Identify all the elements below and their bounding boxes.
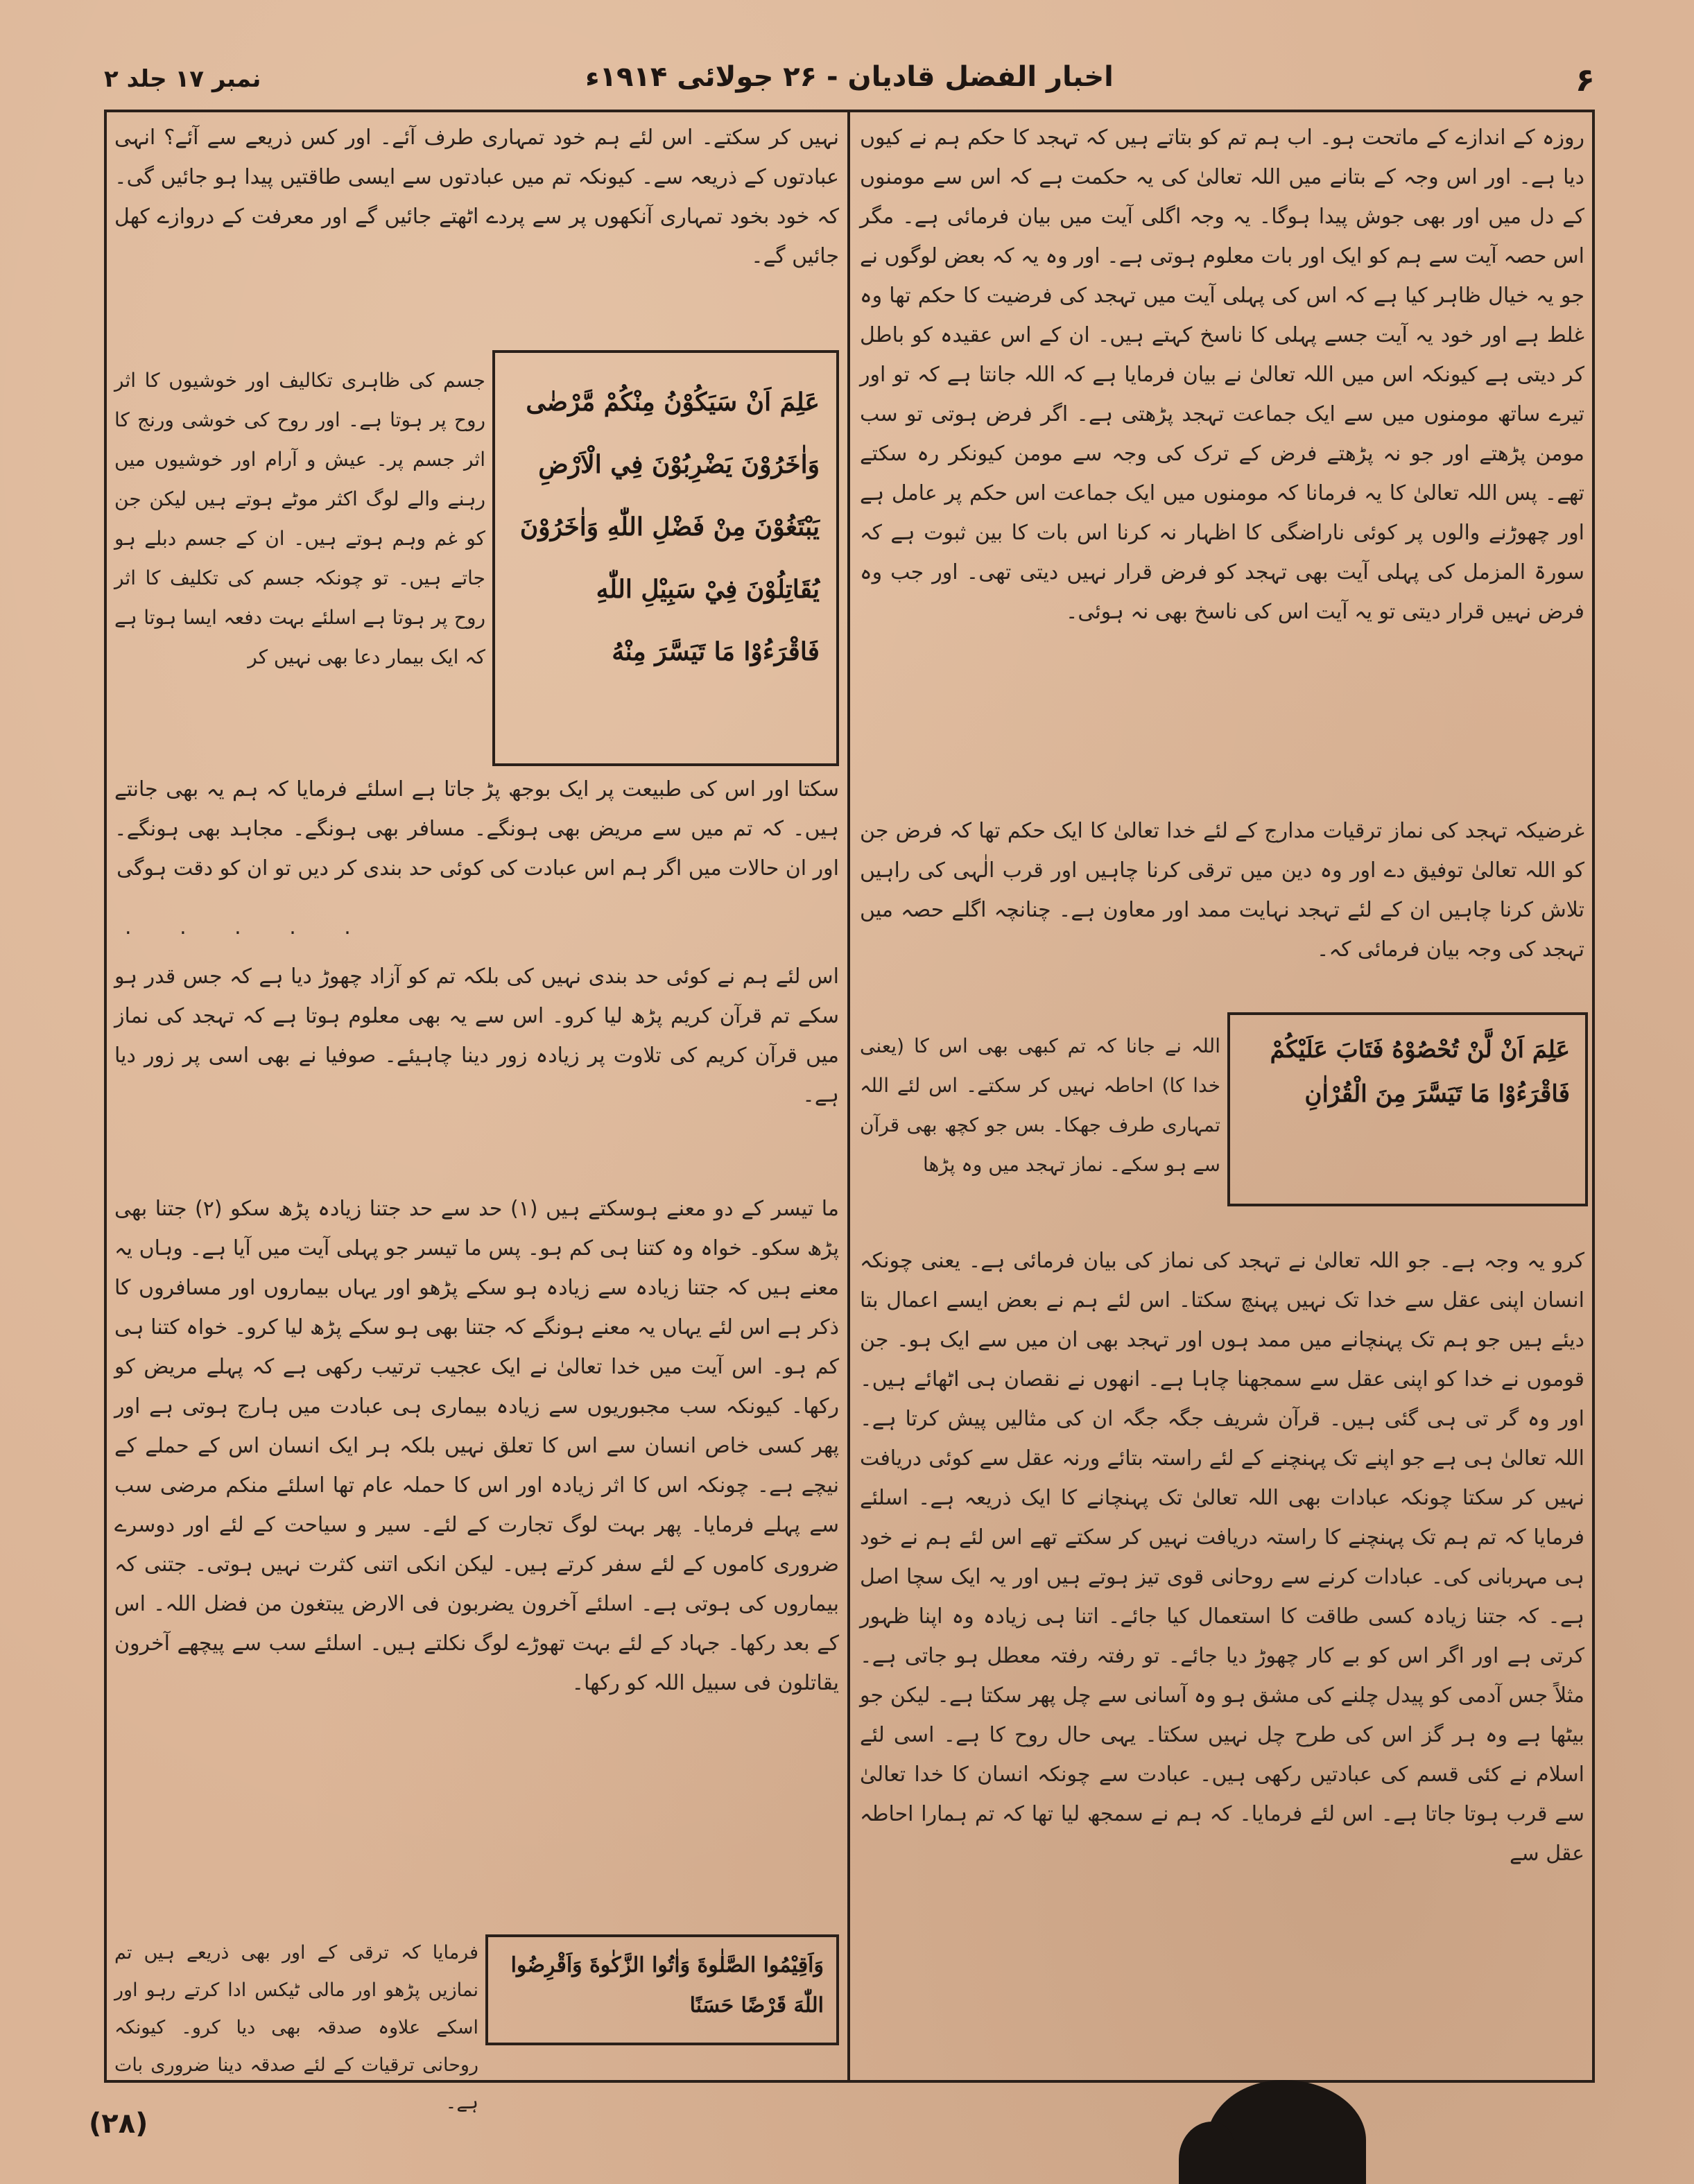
left-column-text-1: نہیں کر سکتے۔ اس لئے ہم خود تمہاری طرف آئے۔ اور کس ذریعے سے آئے؟ انہی عبادتوں کے ذریعہ سے۔ کیونکہ تم میں عبادتوں سے ایسی طاقتیں پیدا ہو جائیں گی۔ کہ خود بخود تمہاری آنکھوں پر سے پردے اٹھتے جائیں گے اور معرفت کے دروازے کھل جائیں گے۔ [114, 125, 839, 268]
page-number: ۶ [1575, 61, 1595, 98]
omission-dots: . . . . . [125, 915, 372, 939]
frame-right-rule [1592, 110, 1595, 2082]
newspaper-title: اخبار الفضل قادیان - ۲۶ جولائی ۱۹۱۴ء [585, 61, 1114, 93]
right-column-text-1: روزہ کے اندازے کے ماتحت ہو۔ اب ہم تم کو بتاتے ہیں کہ تہجد کا حکم ہم نے کیوں دیا ہے۔ اور اس وجہ کے بتانے میں اللہ تعالیٰ کی یہ حکمت ہے کہ اس سے مومنوں کے دل میں اور بھی جوش پیدا ہوگا۔ یہ وجہ اگلی آیت میں بیان فرمائی ہے۔ مگر اس حصہ آیت سے ہم کو ایک اور بات معلوم ہوتی ہے۔ اور وہ یہ کہ بعض لوگوں نے جو یہ خیال ظاہر کیا ہے کہ اس کی پہلی آیت میں تہجد کی فرضیت کا حکم تھا وہ غلط ہے اور خود یہ آیت جسے پہلی کا ناسخ کہتے ہیں۔ ان کے اس عقیدہ کو باطل کر دیتی ہے کیونکہ اس میں اللہ تعالیٰ نے بیان فرمایا ہے کہ اللہ جانتا ہے کہ تو اور تیرے ساتھ مومنوں میں سے ایک جماعت تہجد پڑھتی ہے۔ اگر فرض ہوتی تو سب مومن پڑھتے اور جو نہ پڑھتے فرض کے ترک کی وجہ سے مومن کیونکر رہ سکتے تھے۔ پس اللہ تعالیٰ کا یہ فرمانا کہ مومنوں میں ایک جماعت اس حکم پر عامل ہے اور چھوڑنے والوں پر کوئی ناراضگی کا اظہار نہ کرنا اس بات کا بین ثبوت ہے کہ سورۃ المزمل کی پہلی آیت بھی تہجد کو فرض قرار نہیں دیتی تھی۔ اور جب وہ فرض نہیں قرار دیتی تو یہ آیت اس کی ناسخ بھی نہ ہوئی۔ [860, 125, 1584, 624]
right-column-text-2: غرضیکہ تہجد کی نماز ترقیات مدارج کے لئے خدا تعالیٰ کا ایک حکم تھا کہ فرض جن کو اللہ تعالیٰ توفیق دے اور وہ دین میں ترقی کرنا چاہیں اور قرب الٰہی کی راہیں تلاش کرنا چاہیں ان کے لئے تہجد نہایت ممد اور معاون ہے۔ چنانچہ اگلے حصہ میں تہجد کی وجہ بیان فرمائی کہ۔ [860, 819, 1584, 962]
left-column-text-4: ما تیسر کے دو معنے ہوسکتے ہیں (۱) حد سے حد جتنا زیادہ پڑھ سکو (۲) جتنا بھی پڑھ سکو۔ خواہ وہ کتنا ہی کم ہو۔ پس ما تیسر جو پہلی آیت میں آیا ہے۔ وہاں یہ معنے ہیں کہ جتنا زیادہ سے زیادہ ہو سکے پڑھو اور یہاں بیماروں اور مسافروں کا ذکر ہے اس لئے یہاں یہ معنے ہونگے کہ جتنا بھی ہو سکے پڑھ لیا کرو۔ خواہ کتنا ہی کم ہو۔ اس آیت میں خدا تعالیٰ نے ایک عجیب ترتیب رکھی ہے کہ پہلے مریض کو رکھا۔ کیونکہ سب مجبوریوں سے زیادہ بیماری ہی عبادت میں ہارج ہوتی ہے اور پھر کسی خاص انسان سے اس کا تعلق نہیں بلکہ ہر ایک انسان اس کے حملے کے نیچے ہے۔ چونکہ اس کا اثر زیادہ اور اس کا حملہ عام تھا اسلئے منکم مرضی سب سے پہلے فرمایا۔ پھر بہت لوگ تجارت کے لئے۔ سیر و سیاحت کے لئے اور دوسرے ضروری کاموں کے لئے سفر کرتے ہیں۔ لیکن انکی اتنی کثرت نہیں ہوتی۔ جتنی کہ بیماروں کی ہوتی ہے۔ اسلئے آخرون یضربون فی الارض یبتغون من فضل اللہ۔ اس کے بعد رکھا۔ جہاد کے لئے بہت تھوڑے لوگ نکلتے ہیں۔ اسلئے سب سے پیچھے آخرون یقاتلون فی سبیل اللہ کو رکھا۔ [114, 1197, 839, 1695]
left-verse-commentary: جسم کی ظاہری تکالیف اور خوشیوں کا اثر روح پر ہوتا ہے۔ اور روح کی خوشی ورنج کا اثر جسم پر۔ عیش و آرام اور خوشیوں میں رہنے والے لوگ اکثر موٹے ہوتے ہیں لیکن جن کو غم وہم ہوتے ہیں۔ ان کے جسم دبلے ہو جاتے ہیں۔ تو چونکہ جسم کی تکلیف کا اثر روح پر ہوتا ہے اسلئے بہت دفعہ ایسا ہوتا ہے کہ ایک بیمار دعا بھی نہیں کر [114, 369, 485, 668]
right-verse-box: عَلِمَ اَنْ لَّنْ تُحْصُوْهُ فَتَابَ عَلَيْكُمْ فَاقْرَءُوْا مَا تَيَسَّرَ مِنَ الْقُرْاٰنِ [1227, 1012, 1588, 1206]
right-verse-commentary: اللہ نے جانا کہ تم کبھی بھی اس کا (یعنی خدا کا) احاطہ نہیں کر سکتے۔ اس لئے اللہ تمہاری طرف جھکا۔ بس جو کچھ بھی قرآن سے ہو سکے۔ نماز تہجد میں وہ پڑھا [860, 1034, 1220, 1176]
footer-page-marker: (۲۸) [89, 2108, 148, 2140]
frame-left-rule [104, 110, 107, 2082]
left-column-text-2: سکتا اور اس کی طبیعت پر ایک بوجھ پڑ جاتا ہے اسلئے فرمایا کہ ہم یہ بھی جانتے ہیں۔ کہ تم میں سے مریض بھی ہونگے۔ مسافر بھی ہونگے۔ مجاہد بھی ہونگے۔ اور ان حالات میں اگر ہم اس عبادت کی کوئی حد بندی کر دیں تو ان کو دقت ہوگی [114, 777, 839, 881]
left-verse-box-2: وَاَقِيْمُوا الصَّلٰوةَ وَاٰتُوا الزَّكٰوةَ وَاَقْرِضُوا اللّٰهَ قَرْضًا حَسَنًا [485, 1934, 839, 2045]
left-column-text-3: اس لئے ہم نے کوئی حد بندی نہیں کی بلکہ تم کو آزاد چھوڑ دیا ہے کہ جس قدر ہو سکے تم قرآن کریم پڑھ لیا کرو۔ اس سے یہ بھی معلوم ہوتا ہے کہ تہجد کی نماز میں قرآن کریم کی تلاوت پر زیادہ زور دینا چاہیئے۔ صوفیا نے بھی اسی پر زور دیا ہے۔ [114, 964, 839, 1107]
left-verse-commentary-2: فرمایا کہ ترقی کے اور بھی ذریعے ہیں تم نمازیں پڑھو اور مالی ٹیکس ادا کرتے رہو اور اسکے علاوہ صدقہ بھی دیا کرو۔ کیونکہ روحانی ترقیات کے لئے صدقہ دینا ضروری بات ہے۔ [114, 1942, 478, 2113]
column-divider [847, 110, 850, 2082]
torn-paper-damage-2 [1179, 2122, 1234, 2184]
right-column-text-3: کرو یہ وجہ ہے۔ جو اللہ تعالیٰ نے تہجد کی نماز کی بیان فرمائی ہے۔ یعنی چونکہ انسان اپنی عقل سے خدا تک نہیں پہنچ سکتا۔ اس لئے ہم نے بعض ایسے اعمال بتا دیئے ہیں جو ہم تک پہنچانے میں ممد ہوں اور تہجد بھی ان میں سے ایک ہو۔ جن قوموں نے خدا کو اپنی عقل سے سمجھنا چاہا ہے۔ انھوں نے نقصان ہی اٹھائے ہیں۔ اور وہ گر تی ہی گئی ہیں۔ قرآن شریف جگہ جگہ ان کی مثالیں پیش کرتا ہے۔ اللہ تعالیٰ ہی ہے جو اپنے تک پہنچنے کے لئے راستہ بتائے ورنہ عقل سے کوئی دریافت نہیں کر سکتا چونکہ عبادات بھی اللہ تعالیٰ تک پہنچانے کا ایک ذریعہ ہے۔ اسلئے فرمایا کہ تم ہم تک پہنچنے کا راستہ دریافت نہیں کر سکتے تھے اس لئے ہم نے خود ہی مہربانی کی۔ عبادات کرنے سے روحانی قوی تیز ہوتے ہیں اور یہ ایک سچا اصل ہے۔ کہ جتنا زیادہ کسی طاقت کا استعمال کیا جائے۔ اتنا ہی زیادہ وہ اپنا ظہور کرتی ہے اور اگر اس کو بے کار چھوڑ دیا جائے۔ تو رفتہ رفتہ معطل ہو جاتی ہے۔ مثلاً جس آدمی کو پیدل چلنے کی مشق ہو وہ آسانی سے چل پھر سکتا ہے۔ لیکن جو بیٹھا ہے وہ ہر گز اس کی طرح چل نہیں سکتا۔ یہی حال روح کا ہے۔ اسی لئے اسلام نے کئی قسم کی عبادتیں رکھی ہیں۔ عبادت سے چونکہ انسان کا خدا تعالیٰ سے قرب ہوتا جاتا ہے۔ اس لئے فرمایا۔ کہ ہم نے سمجھ لیا تھا کہ تم ہمارا احاطہ عقل سے [860, 1249, 1584, 1866]
left-verse-box: عَلِمَ اَنْ سَيَكُوْنُ مِنْكُمْ مَّرْضٰى وَاٰخَرُوْنَ يَضْرِبُوْنَ فِي الْاَرْضِ يَبْتَغُوْنَ مِنْ فَضْلِ اللّٰهِ وَاٰخَرُوْنَ يُقَاتِلُوْنَ فِيْ سَبِيْلِ اللّٰهِ فَاقْرَءُوْا مَا تَيَسَّرَ مِنْهُ [492, 350, 839, 766]
issue-number: نمبر ۱۷ جلد ۲ [104, 65, 261, 93]
page-header [104, 61, 1595, 103]
